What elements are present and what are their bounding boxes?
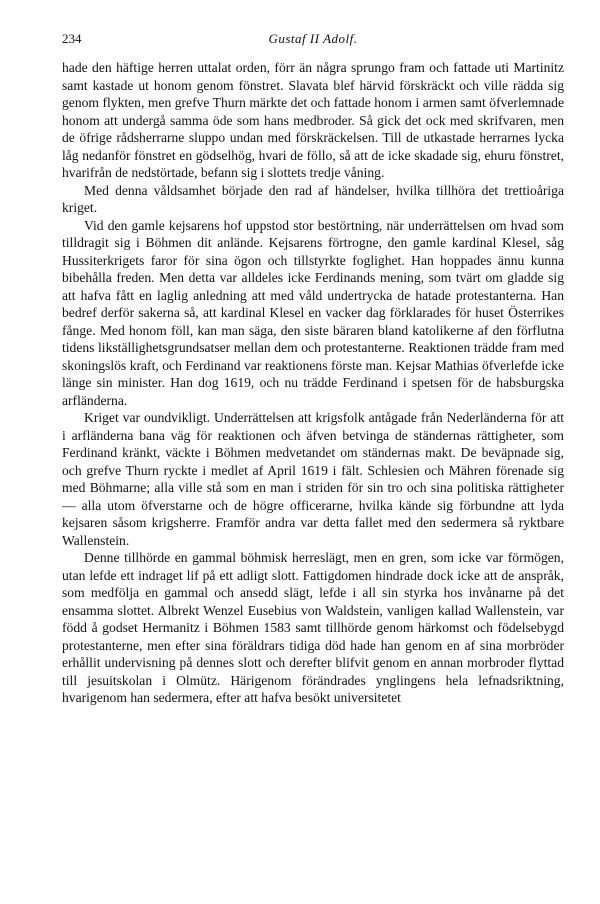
body-text	[62, 59, 564, 707]
page-header	[62, 31, 564, 53]
paragraph-war-inevitable: Kriget var oundvikligt. Underrättelsen att krigsfolk antågade från Nederländerna för att i arfländerna bana väg för reaktionen och äfven betvinga de ständernas rättigheter, som Ferdinand kränkt, väckte i Böhmen medvetandet om ständernas makt. De beväpnade sig, och grefve Thurn ryckte i medlet af April 1619 i fält. Schlesien och Mähren förenade sig med Böhmarne; alla ville stå som en man i striden för sin tro och sina politiska rättigheter — alla utom öfverstarne och de högre officerarne, hvilka kände sig förbundne att lyda kejsaren såsom krigsherre. Framför andra var detta fallet med den sedermera så ryktbare Wallenstein.	[62, 410, 564, 548]
page-number: 234	[62, 31, 82, 46]
paragraph-wallenstein-origin: Denne tillhörde en gammal böhmisk herreslägt, men en gren, som icke var förmögen, utan lefde ett indraget lif på ett adligt slott. Fattigdomen hindrade dock icke att de anspråk, som medfölja en gammal och ansedd slägt, lefde i all sin styrka hos invånarne på det ensamma slottet. Albrekt Wenzel Eusebius von Waldstein, vanligen kallad Wallenstein, var född å godset Hermanitz i Böhmen 1583 samt tillhörde genom härkomst och födelsebygd protestanterne, men efter sina föräldrars tidiga död hade han genom en af sina morbröder erhållit undervisning på dennes slott och derefter blifvit genom en annan morbroder flyttad till jesuitskolan i Olmütz. Härigenom förändrades ynglingens hela lefnadsriktning, hvarigenom han sedermera, efter att hafva besökt universitetet	[62, 550, 564, 705]
running-title: Gustaf II Adolf.	[268, 31, 358, 46]
paragraph-defenestration: hade den häftige herren uttalat orden, förr än några sprungo fram och fattade uti Martinitz samt kastade ut honom genom fönstret. Slavata blef härvid förskräckt och ville rädda sig genom flykten, men grefve Thurn märkte det och fattade honom i armen samt öfverlemnade honom att undergå samma öde som hans medbroder. Så gick det ock med skrifvaren, men de öfrige rådsherrarne sluppo undan med förskräckelsen. Till de utkastade herrarnes lycka låg nedanför fönstret en gödselhög, hvari de föllo, så att de icke skadade sig, ehuru fönstret, hvarifrån de nedstörtade, befann sig i slottets tredje våning.	[62, 60, 564, 180]
paragraph-war-beginning: Med denna våldsamhet började den rad af händelser, hvilka tillhöra det trettioåriga kriget.	[62, 182, 564, 215]
paragraph-imperial-court: Vid den gamle kejsarens hof uppstod stor bestörtning, när underrättelsen om hvad som tilldragit sig i Böhmen dit anlände. Kejsarens förtrogne, den gamle kardinal Klesel, såg Hussiterkrigets faror för sina ögon och tillstyrkte foglighet. Han hoppades ännu kunna bibehålla freden. Men detta var alldeles icke Ferdinands mening, som tvärt om gladde sig att hafva fått en laglig anledning att med våld undertrycka de hatade protestanterna. Han bedref derför sakerna så, att kardinal Klesel en vacker dag förklarades för huset Österrikes fånge. Med honom föll, kan man säga, den siste bäraren bland katolikerne af den förflutna tidens likställighetsgrundsatser mellan dem och protestanterne. Reaktionen trädde fram med skoningslös kraft, och Ferdinand var reaktionens förste man. Kejsar Mathias öfverlefde icke länge sin minister. Han dog 1619, och nu trädde Ferdinand i spetsen för de habsburgska arfländerna.	[62, 217, 564, 408]
